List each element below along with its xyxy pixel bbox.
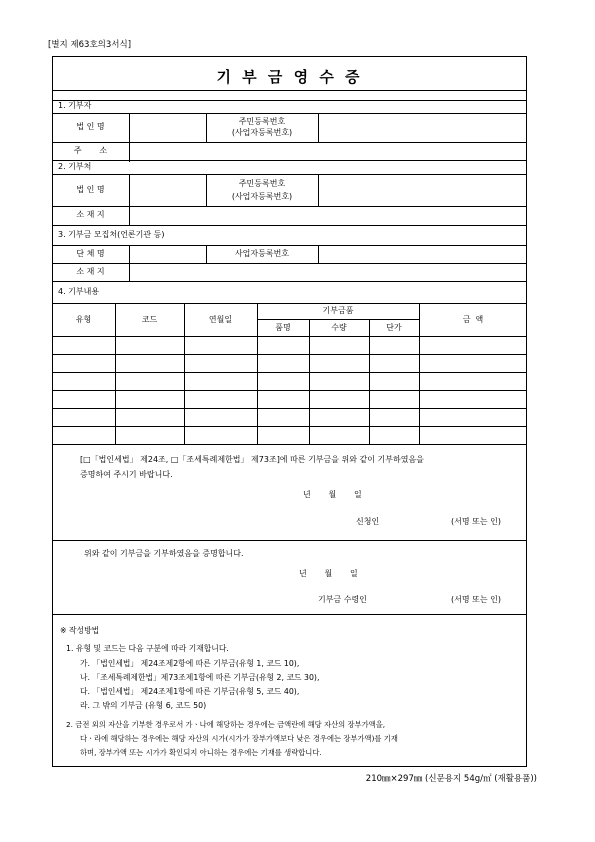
col-date: 연월일: [208, 315, 233, 324]
col-item: 품명: [275, 323, 291, 332]
guide-item-2-line3: 하며, 장부가액 또는 시가가 확인되지 아니하는 경우에는 기재를 생략합니다.: [80, 748, 322, 757]
divider: [52, 174, 527, 175]
divider: [318, 245, 319, 263]
form-title: 기 부 금 영 수 증: [216, 68, 363, 86]
certify-text-line2: 증명하여 주시기 바랍니다.: [80, 470, 173, 479]
divider: [52, 142, 527, 143]
certify-date: 년 월 일: [303, 490, 362, 499]
guide-item-b: 나. 「조세특례제한법」제73조제1항에 따른 기부금(유형 2, 코드 30),: [80, 673, 320, 682]
guide-item-2-line1: 2. 금전 외의 자산을 기부한 경우로서 가ㆍ나에 해당하는 경우에는 금액란에 해당 자산의 장부가액을,: [66, 720, 386, 729]
divider: [52, 113, 527, 114]
divider: [52, 160, 527, 161]
divider: [309, 319, 310, 444]
divider: [129, 174, 130, 225]
section-heading: 4. 기부내용: [58, 287, 100, 296]
recipient-id-label: 주민등록번호: [238, 179, 286, 188]
divider: [52, 540, 527, 541]
divider: [52, 263, 527, 264]
org-reg-label: 사업자등록번호: [234, 249, 290, 258]
divider: [52, 444, 527, 445]
divider: [52, 408, 527, 409]
org-location-label: 소 재 지: [76, 267, 105, 276]
col-goods: 기부금품: [322, 306, 354, 315]
form-code: [별지 제63호의3서식]: [48, 40, 132, 50]
divider: [52, 303, 527, 304]
confirm-date: 년 월 일: [299, 569, 358, 578]
recipient-sign: (서명 또는 인): [451, 595, 501, 604]
divider: [52, 206, 527, 207]
col-type: 유형: [75, 315, 92, 324]
col-amount: 금 액: [462, 315, 484, 324]
recipient-location-label: 소 재 지: [76, 210, 105, 219]
certify-text-line1: [□「법인세법」 제24조, □「조세특례제한법」 제73조]에 따른 기부금을 위와 같이 기부하였음을: [80, 455, 424, 464]
recipient-label: 기부금 수령인: [318, 595, 367, 604]
divider: [52, 100, 527, 101]
recipient-name-label: 법 인 명: [76, 185, 105, 194]
donor-id-label: 주민등록번호: [238, 117, 286, 126]
donor-bizid-label: (사업자등록번호): [231, 128, 293, 137]
section-heading: 2. 기부처: [58, 162, 92, 171]
divider: [52, 372, 527, 373]
divider: [369, 319, 370, 444]
section-heading: 3. 기부금 모집처(언론기관 등): [58, 230, 165, 239]
divider: [129, 113, 130, 162]
confirm-text: 위와 같이 기부금을 기부하였음을 증명합니다.: [84, 549, 244, 558]
recipient-bizid-label: (사업자등록번호): [231, 192, 293, 201]
donor-address-label: 주 소: [73, 146, 108, 155]
guide-item-a: 가. 「법인세법」 제24조제2항에 따른 기부금(유형 1, 코드 10),: [80, 659, 300, 668]
col-qty: 수량: [331, 323, 347, 332]
divider: [52, 426, 527, 427]
divider: [52, 390, 527, 391]
divider: [318, 174, 319, 206]
divider: [318, 113, 319, 142]
org-name-label: 단 체 명: [76, 249, 105, 258]
guide-heading: ※ 작성방법: [60, 626, 100, 635]
divider: [52, 225, 527, 226]
divider: [257, 319, 419, 320]
donor-name-label: 법 인 명: [76, 122, 105, 131]
col-code: 코드: [141, 315, 158, 324]
col-price: 단가: [386, 323, 402, 332]
divider: [52, 90, 527, 91]
divider: [52, 614, 527, 615]
divider: [52, 281, 527, 282]
divider: [129, 245, 130, 281]
guide-item-d: 라. 그 밖의 기부금 (유형 6, 코드 50): [80, 701, 207, 710]
guide-item-2-line2: 다ㆍ라에 해당하는 경우에는 해당 자산의 시가(시가가 장부가액보다 낮은 경우에는 장부가액)를 기재: [80, 734, 398, 743]
divider: [52, 354, 527, 355]
divider: [52, 245, 527, 246]
applicant-label: 신청인: [356, 517, 380, 526]
paper-spec: 210㎜×297㎜ (신문용지 54g/㎡ (재활용품)): [365, 774, 537, 784]
divider: [52, 336, 527, 337]
applicant-sign: (서명 또는 인): [451, 517, 501, 526]
guide-item-1: 1. 유형 및 코드는 다음 구분에 따라 기재합니다.: [66, 644, 229, 653]
section-heading: 1. 기부자: [58, 101, 92, 110]
guide-item-c: 다. 「법인세법」 제24조제1항에 따른 기부금(유형 5, 코드 40),: [80, 687, 300, 696]
